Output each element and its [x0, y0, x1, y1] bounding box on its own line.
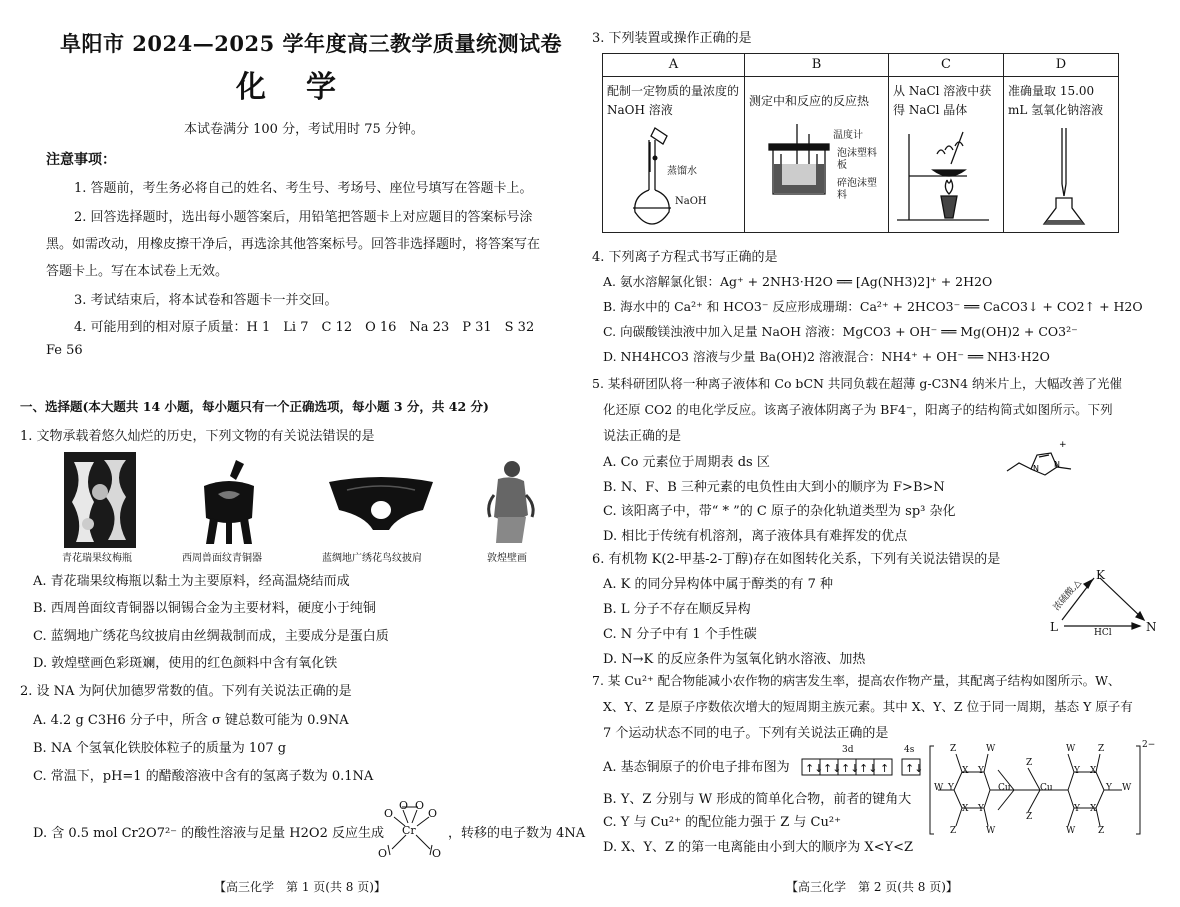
cu-label: Cu: [1040, 783, 1053, 793]
q7-option: C. Y 与 Cu²⁺ 的配位能力强于 Z 与 Cu²⁺: [603, 815, 841, 830]
notice-line: Fe 56: [46, 343, 83, 358]
q6-option: A. K 的同分异构体中属于醇类的有 7 种: [603, 577, 834, 592]
notice-line: 2. 回答选择题时，选出每小题答案后，用铅笔把答题卡上对应题目的答案标号涂: [74, 210, 533, 225]
w-label: W: [986, 744, 996, 754]
imidazolium-cation-structure: [1005, 437, 1085, 481]
q1-option: A. 青花瑞果纹梅瓶以黏土为主要原料，经高温烧结而成: [33, 574, 350, 589]
artifact-caption: 西周兽面纹青铜器: [182, 553, 262, 564]
q5-line: 说法正确的是: [603, 429, 682, 444]
q1-stem: 1. 文物承载着悠久灿烂的历史，下列文物的有关说法错误的是: [20, 429, 375, 444]
volumetric-flask-drawing: [603, 124, 745, 232]
copper-complex-structure: [928, 740, 1168, 840]
artifact-caption: 蓝绸地广绣花鸟纹披肩: [322, 553, 422, 564]
q1-option: B. 西周兽面纹青铜器以铜锡合金为主要材料，硬度小于纯铜: [33, 601, 376, 616]
notice-heading: 注意事项：: [46, 152, 116, 168]
svg-text:↑↓: ↑↓: [823, 762, 842, 775]
oxygen-label: O: [428, 807, 438, 820]
q2-option: C. 常温下，pH=1 的醋酸溶液中含有的氢离子数为 0.1NA: [33, 769, 374, 784]
q4-stem: 4. 下列离子方程式书写正确的是: [592, 250, 778, 265]
q5-line: 化还原 CO2 的电化学反应。该离子液体阴离子为 BF4⁻，阳离子的结构简式如图所示。下列: [603, 402, 1113, 417]
notice-line: 4. 可能用到的相对原子质量：H 1 Li 7 C 12 O 16 Na 23 P 31 S 32: [74, 320, 535, 335]
q6-option: C. N 分子中有 1 个手性碳: [603, 627, 757, 642]
flask-label: 蒸馏水: [667, 166, 697, 177]
orbital-label-3d: 3d: [842, 745, 854, 755]
w-label: W: [1066, 744, 1076, 754]
notice-line: 1. 答题前，考生务必将自己的姓名、考生号、考场号、座位号填写在答题卡上。: [74, 181, 533, 196]
q3-cell-desc: 从 NaCl 溶液中获得 NaCl 晶体: [893, 84, 992, 117]
artifact-caption: 青花瑞果纹梅瓶: [62, 553, 132, 564]
x-label: X: [1090, 804, 1097, 814]
flask-label: NaOH: [675, 196, 707, 207]
w-label: W: [1066, 826, 1076, 836]
q5-option: D. 相比于传统有机溶剂，离子液体具有难挥发的优点: [603, 529, 908, 544]
diagram-condition-acid: 浓硫酸,△: [1051, 578, 1084, 613]
cro5-structure: [372, 797, 444, 861]
svg-text:N: N: [1033, 464, 1039, 473]
q2-option-tail: ，转移的电子数为 4NA: [448, 826, 586, 841]
z-label: Z: [1098, 826, 1105, 836]
q7-line: X、Y、Z 是原子序数依次增大的短周期主族元素。其中 X、Y、Z 位于同一周期，基态 Y 原子有: [603, 699, 1133, 714]
x-label: X: [962, 804, 969, 814]
chromium-label: Cr: [402, 824, 416, 837]
w-label: W: [934, 783, 944, 793]
page-footer-right: 【高三化学 第 2 页(共 8 页)】: [786, 880, 958, 894]
q2-option: D. 含 0.5 mol Cr2O7²⁻ 的酸性溶液与足量 H2O2 反应生成: [33, 826, 384, 841]
q6-stem: 6. 有机物 K(2-甲基-2-丁醇)存在如图转化关系，下列有关说法错误的是: [592, 552, 1001, 567]
q5-option: C. 该阳离子中，带“ * ”的 C 原子的杂化轨道类型为 sp³ 杂化: [603, 504, 956, 519]
q3-options-table: [602, 53, 1119, 233]
orbital-diagram: [800, 745, 926, 779]
svg-text:↑↓: ↑↓: [859, 762, 878, 775]
x-label: X: [962, 766, 969, 776]
svg-text:N: N: [1054, 460, 1060, 469]
y-label: Y: [978, 804, 984, 814]
q7-option: D. X、Y、Z 的第一电离能由小到大的顺序为 X<Y<Z: [603, 840, 914, 855]
mural-image: [482, 455, 538, 547]
calorimeter-label: 泡沫塑料板: [837, 148, 877, 171]
q4-option: C. 向碳酸镁浊液中加入足量 NaOH 溶液：MgCO3 + OH⁻ ══ Mg(OH)2 + CO3²⁻: [603, 324, 1078, 339]
x-label: X: [1090, 766, 1097, 776]
q7-option: B. Y、Z 分别与 W 形成的简单化合物，前者的键角大: [603, 792, 912, 807]
oxygen-label: O: [415, 799, 425, 812]
z-label: Z: [950, 744, 957, 754]
q5-option: A. Co 元素位于周期表 ds 区: [603, 455, 770, 470]
calorimeter-label: 碎泡沫塑料: [837, 178, 877, 201]
q6-option: B. L 分子不存在顺反异构: [603, 602, 751, 617]
svg-text:↑: ↑: [880, 762, 890, 775]
q3-cell-d: [1004, 54, 1118, 232]
q3-cell-head: D: [1004, 54, 1118, 77]
q2-option: B. NA 个氢氧化铁胶体粒子的质量为 107 g: [33, 741, 287, 756]
diagram-reagent-hcl: HCl: [1094, 628, 1112, 638]
page-footer-left: 【高三化学 第 1 页(共 8 页)】: [214, 880, 386, 894]
q3-cell-a: [603, 54, 745, 232]
y-label: Y: [978, 766, 984, 776]
q5-line: 5. 某科研团队将一种离子液体和 Co bCN 共同负载在超薄 g-C3N4 纳米片上，大幅改善了光催: [592, 376, 1122, 391]
q3-cell-desc: 测定中和反应的反应热: [749, 94, 870, 108]
diagram-node-k: K: [1096, 568, 1105, 582]
q3-cell-head: A: [603, 54, 744, 77]
calorimeter-label: 温度计: [833, 130, 863, 141]
oxygen-label: O: [432, 847, 442, 860]
diagram-node-l: L: [1050, 620, 1058, 634]
complex-charge: 2−: [1142, 740, 1156, 750]
oxygen-label: O: [378, 847, 388, 860]
q3-cell-desc: 配制一定物质的量浓度的 NaOH 溶液: [607, 84, 740, 117]
q3-cell-desc: 准确量取 15.00 mL 氢氧化钠溶液: [1008, 84, 1104, 117]
diagram-node-n: N: [1146, 620, 1157, 634]
q3-stem: 3. 下列装置或操作正确的是: [592, 31, 752, 46]
q5-option: B. N、F、B 三种元素的电负性由大到小的顺序为 F>B>N: [603, 480, 945, 495]
svg-text:+: +: [1059, 440, 1067, 450]
q2-option: A. 4.2 g C3H6 分子中，所含 σ 键总数可能为 0.9NA: [33, 713, 349, 728]
z-label: Z: [1026, 812, 1033, 822]
svg-text:↑↓: ↑↓: [905, 762, 924, 775]
section-heading: 一、选择题(本大题共 14 小题，每小题只有一个正确选项，每小题 3 分，共 42 分): [20, 399, 489, 414]
exam-title: 阜阳市 2024—2025 学年度高三教学质量统测试卷: [60, 31, 563, 56]
q1-option: D. 敦煌壁画色彩斑斓，使用的红色颜料中含有氧化铁: [33, 656, 338, 671]
z-label: Z: [950, 826, 957, 836]
conversion-diagram: [1040, 568, 1160, 640]
q7-line: 7 个运动状态不同的电子。下列有关说法正确的是: [603, 726, 889, 741]
orbital-label-4s: 4s: [904, 745, 915, 755]
w-label: W: [986, 826, 996, 836]
q7-line: 7. 某 Cu²⁺ 配合物能减小农作物的病害发生率，提高农作物产量，其配离子结构如图所示。W、: [592, 673, 1121, 688]
notice-line: 答题卡上。写在本试卷上无效。: [46, 264, 229, 279]
cu-label: Cu: [998, 783, 1011, 793]
q3-cell-head: B: [745, 54, 888, 77]
evaporation-drawing: [889, 124, 1004, 232]
z-label: Z: [1098, 744, 1105, 754]
q2-stem: 2. 设 NA 为阿伏加德罗常数的值。下列有关说法正确的是: [20, 684, 352, 699]
notice-line: 3. 考试结束后，将本试卷和答题卡一并交回。: [74, 293, 338, 308]
oxygen-label: O: [384, 807, 394, 820]
q3-cell-c: [889, 54, 1004, 232]
q4-option: D. NH4HCO3 溶液与少量 Ba(OH)2 溶液混合：NH4⁺ + OH⁻ ══ NH3·H2O: [603, 349, 1050, 364]
q4-option: B. 海水中的 Ca²⁺ 和 HCO3⁻ 反应形成珊瑚：Ca²⁺ + 2HCO3⁻ ══ CaCO3↓ + CO2↑ + H2O: [603, 299, 1143, 314]
q3-cell-b: [745, 54, 889, 232]
svg-text:↑↓: ↑↓: [841, 762, 860, 775]
artifact-caption: 敦煌壁画: [487, 553, 527, 564]
vase-image: [64, 452, 136, 548]
y-label: Y: [1074, 766, 1080, 776]
w-label: W: [1122, 783, 1132, 793]
z-label: Z: [1026, 758, 1033, 768]
y-label: Y: [1074, 804, 1080, 814]
q1-option: C. 蓝绸地广绣花鸟纹披肩由丝绸裁制而成，主要成分是蛋白质: [33, 629, 389, 644]
burette-drawing: [1004, 124, 1118, 232]
shawl-image: [327, 474, 435, 532]
svg-text:↑↓: ↑↓: [805, 762, 824, 775]
y-label: Y: [1106, 783, 1112, 793]
exam-info: 本试卷满分 100 分，考试用时 75 分钟。: [184, 122, 424, 137]
oxygen-label: O: [399, 799, 409, 812]
bronze-vessel-image: [196, 458, 262, 546]
subject-title: 化学: [236, 70, 376, 105]
q3-cell-head: C: [889, 54, 1003, 77]
notice-line: 黑。如需改动，用橡皮擦干净后，再选涂其他答案标号。回答非选择题时，将答案写在: [46, 237, 541, 252]
q4-option: A. 氨水溶解氯化银：Ag⁺ + 2NH3·H2O ══ [Ag(NH3)2]⁺ + 2H2O: [603, 274, 993, 289]
q7-option: A. 基态铜原子的价电子排布图为: [603, 760, 790, 775]
y-label: Y: [948, 783, 954, 793]
q6-option: D. N→K 的反应条件为氢氧化钠水溶液、加热: [603, 652, 866, 667]
